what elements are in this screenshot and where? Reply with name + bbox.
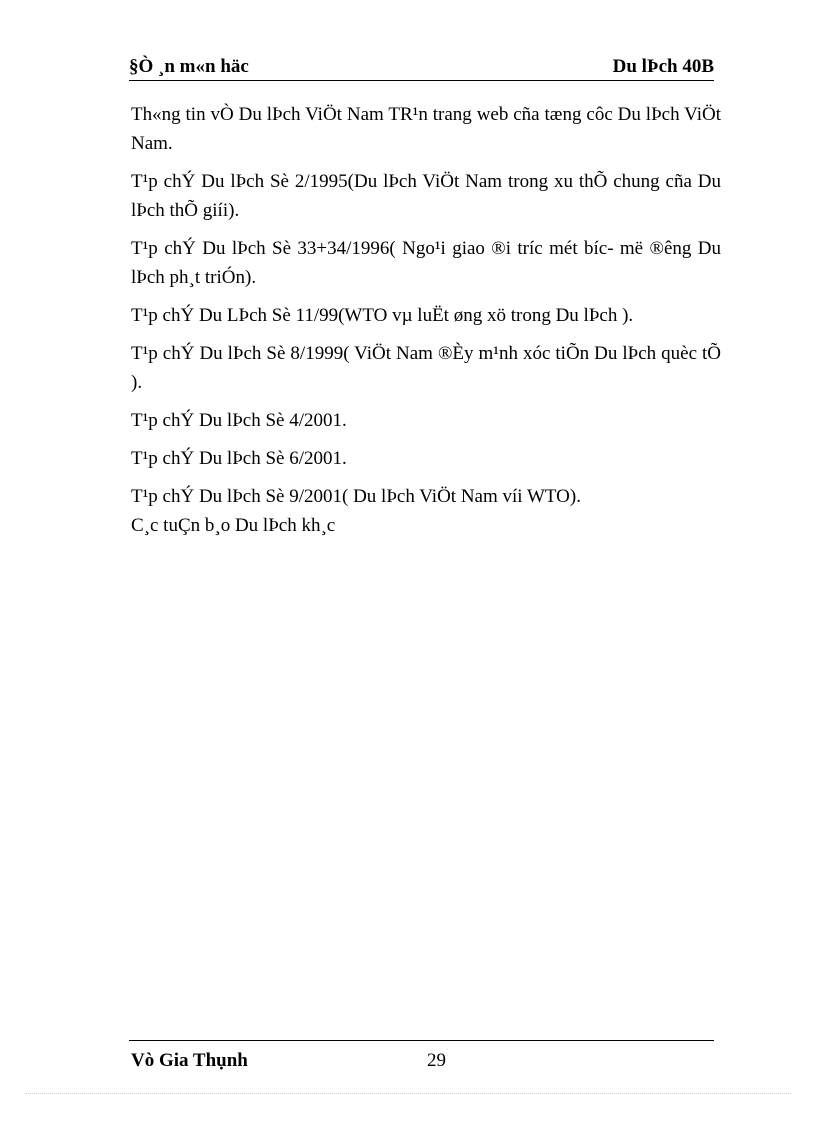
reference-item: T¹p chÝ Du lÞch Sè 6/2001. bbox=[131, 448, 347, 469]
footer-author: Vò Gia Thụnh bbox=[131, 1050, 248, 1071]
header-left-title: §Ò ¸n m«n häc bbox=[129, 56, 249, 77]
page-bottom-edge bbox=[25, 1093, 791, 1094]
header-right-title: Du lÞch 40B bbox=[612, 56, 714, 77]
reference-item: T¹p chÝ Du lÞch Sè 33+34/1996( Ngo¹i giao ®i tríc mét bíc- më ®êng Du lÞch ph¸t triÓn). bbox=[131, 238, 721, 288]
footer-divider bbox=[129, 1040, 714, 1041]
reference-item: T¹p chÝ Du lÞch Sè 9/2001( Du lÞch ViÖt Nam víi WTO). bbox=[131, 486, 581, 507]
header-divider bbox=[129, 80, 714, 81]
page-header bbox=[129, 52, 714, 78]
reference-item: T¹p chÝ Du lÞch Sè 2/1995(Du lÞch ViÖt Nam trong xu thÕ chung cña Du lÞch thÕ giíi). bbox=[131, 171, 721, 221]
reference-item: T¹p chÝ Du LÞch Sè 11/99(WTO vµ luËt øng xö trong Du lÞch ). bbox=[131, 305, 634, 326]
reference-item: T¹p chÝ Du lÞch Sè 4/2001. bbox=[131, 410, 347, 431]
reference-item: T¹p chÝ Du lÞch Sè 8/1999( ViÖt Nam ®Èy m¹nh xóc tiÕn Du lÞch quèc tÕ ). bbox=[131, 343, 721, 393]
reference-item: Th«ng tin vÒ Du lÞch ViÖt Nam TR¹n trang web cña tæng côc Du lÞch ViÖt Nam. bbox=[131, 104, 721, 154]
reference-list bbox=[131, 100, 721, 549]
page-number: 29 bbox=[427, 1050, 446, 1071]
reference-item: C¸c tuÇn b¸o Du lÞch kh¸c bbox=[131, 515, 336, 536]
page-footer bbox=[131, 1050, 716, 1074]
